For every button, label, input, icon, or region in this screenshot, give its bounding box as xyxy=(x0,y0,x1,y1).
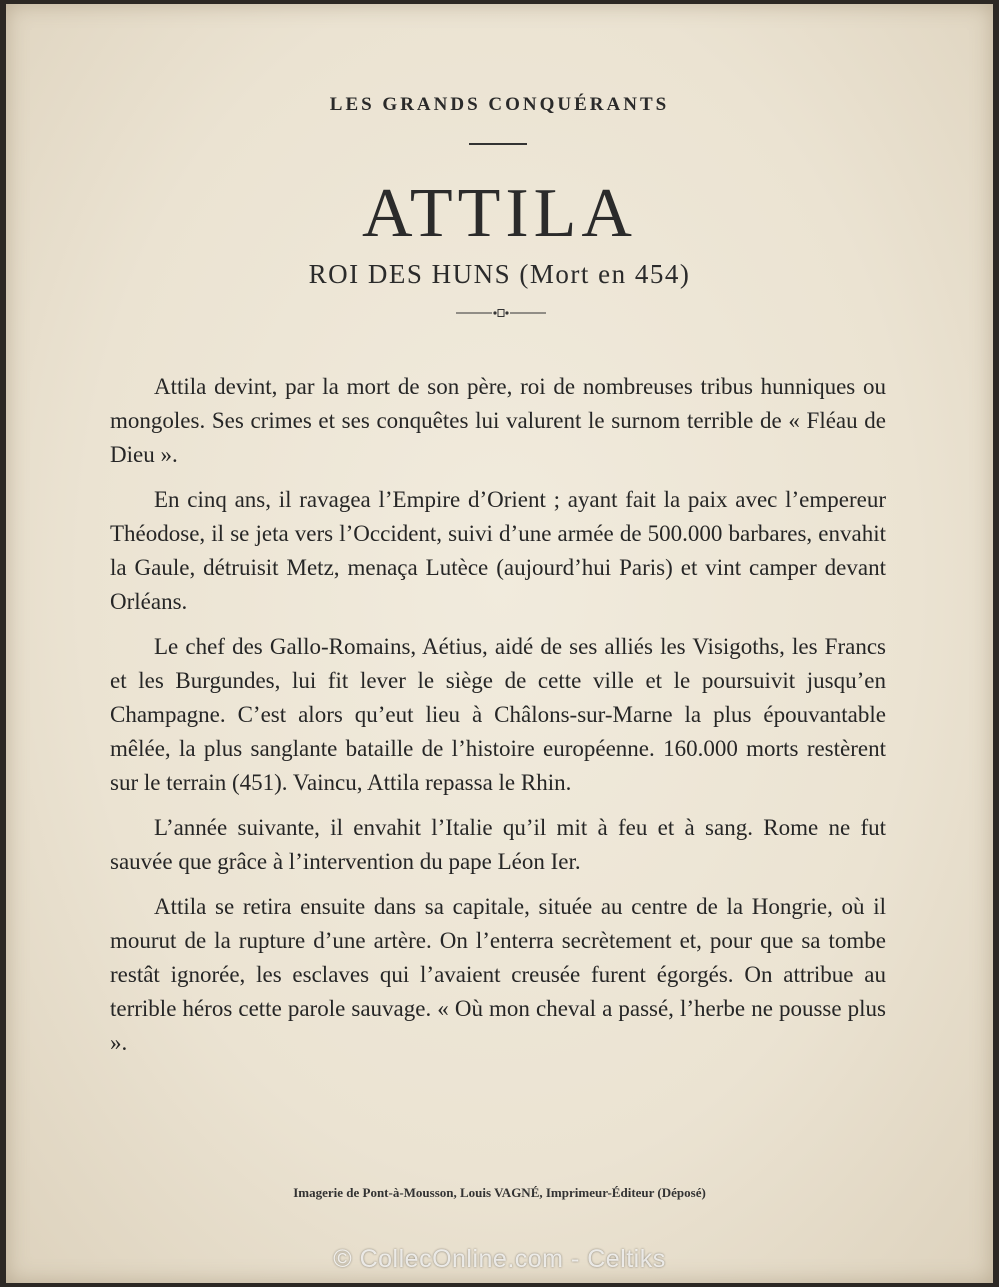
ornament-divider xyxy=(456,307,546,319)
watermark: © CollecOnline.com - Celtiks xyxy=(333,1245,666,1273)
page-title: ATTILA xyxy=(362,175,637,252)
paragraph: Le chef des Gallo-Romains, Aétius, aidé de ses alliés les Visigoths, les Francs et les Burgundes, lui fit lever le siège de cette ville et le poursuivit jusqu’en Champagne. C’est alors qu’eut lieu à Châlons-sur-Marne la plus épouvantable mêlée, la plus sanglante bataille de l’histoire européenne. 160.000 morts restèrent sur le terrain (451). Vaincu, Attila repassa le Rhin. xyxy=(110,634,886,795)
heading-rule xyxy=(469,143,527,145)
page-subtitle: ROI DES HUNS (Mort en 454) xyxy=(308,259,691,289)
paragraph: En cinq ans, il ravagea l’Empire d’Orient ; ayant fait la paix avec l’empereur Théodose, il se jeta vers l’Occident, suivi d’une armée de 500.000 barbares, envahit la Gaule, détruisit Metz, menaça Lutèce (aujourd’hui Paris) et vint camper devant Orléans. xyxy=(110,487,886,614)
series-heading: LES GRANDS CONQUÉRANTS xyxy=(329,94,670,115)
body-text xyxy=(110,370,886,1071)
paragraph: Attila devint, par la mort de son père, roi de nombreuses tribus hunniques ou mongoles. Ses crimes et ses conquêtes lui valurent le surnom terrible de « Fléau de Dieu ». xyxy=(110,374,886,467)
paragraph: L’année suivante, il envahit l’Italie qu’il mit à feu et à sang. Rome ne fut sauvée que grâce à l’intervention du pape Léon Ier. xyxy=(110,815,886,874)
document-page xyxy=(6,4,993,1283)
printer-imprint: Imagerie de Pont-à-Mousson, Louis VAGNÉ, Imprimeur-Éditeur (Déposé) xyxy=(293,1185,706,1200)
paragraph: Attila se retira ensuite dans sa capitale, située au centre de la Hongrie, où il mourut de la rupture d’une artère. On l’enterra secrètement et, pour que sa tombe restât ignorée, les esclaves qui l’avaient creusée furent égorgés. On attribue au terrible héros cette parole sauvage. « Où mon cheval a passé, l’herbe ne pousse plus ». xyxy=(110,894,886,1055)
